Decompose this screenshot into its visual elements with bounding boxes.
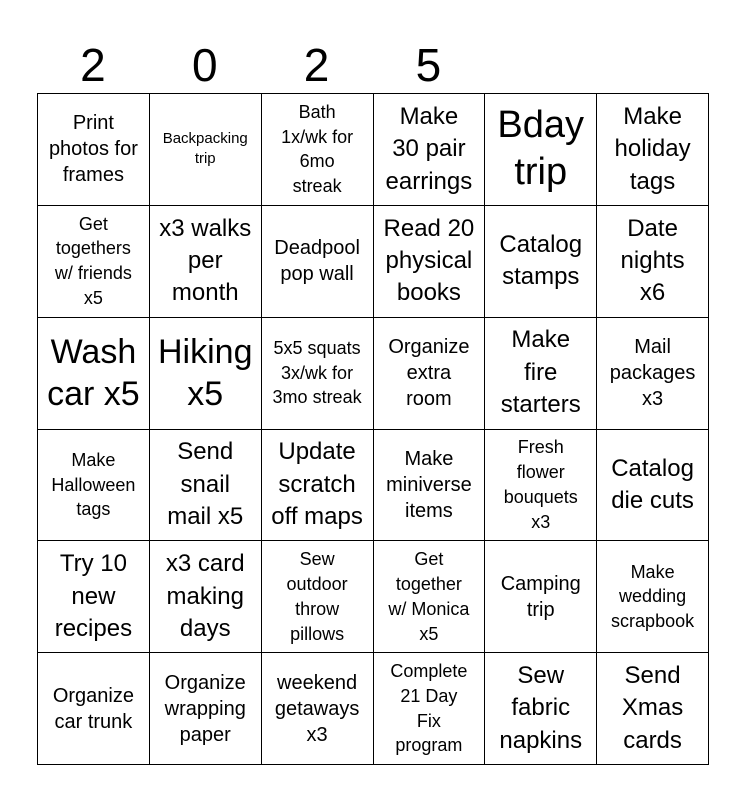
cell-text: Backpacking trip xyxy=(162,130,248,168)
bingo-cell[interactable] xyxy=(150,430,262,542)
bingo-cell[interactable] xyxy=(374,541,486,653)
bingo-cell[interactable] xyxy=(597,653,709,765)
bingo-cell[interactable] xyxy=(597,94,709,206)
bingo-cell[interactable] xyxy=(597,318,709,430)
cell-text: 5x5 squats 3x/wk for 3mo streak xyxy=(272,337,362,408)
cell-text: Update scratch off maps xyxy=(271,438,363,531)
bingo-cell[interactable] xyxy=(38,94,150,206)
bingo-cell[interactable] xyxy=(38,318,150,430)
bingo-cell[interactable] xyxy=(597,541,709,653)
cell-text: x3 walks per month xyxy=(159,214,252,307)
cell-text: Bath 1x/wk for 6mo streak xyxy=(281,101,354,197)
cell-text: Organize wrapping paper xyxy=(164,671,246,746)
cell-text: weekend getaways x3 xyxy=(274,671,360,746)
cell-text: Complete 21 Day Fix program xyxy=(390,660,468,756)
bingo-cell[interactable] xyxy=(485,653,597,765)
cell-text: Organize extra room xyxy=(388,336,470,411)
cell-text: Make Halloween tags xyxy=(51,449,136,520)
bingo-cell[interactable] xyxy=(485,318,597,430)
cell-text: Make miniverse items xyxy=(386,447,472,522)
title-digit: 2 xyxy=(80,39,106,91)
bingo-cell[interactable] xyxy=(485,94,597,206)
bingo-cell[interactable] xyxy=(374,94,486,206)
bingo-cell[interactable] xyxy=(262,430,374,542)
cell-text: Make wedding scrapbook xyxy=(611,561,695,632)
bingo-cell[interactable] xyxy=(38,206,150,318)
cell-text: Print photos for frames xyxy=(48,112,138,187)
cell-text: Deadpool pop wall xyxy=(274,237,360,286)
bingo-cell[interactable] xyxy=(374,430,486,542)
bingo-cell[interactable] xyxy=(38,541,150,653)
bingo-cell[interactable] xyxy=(262,653,374,765)
cell-text: Sew fabric napkins xyxy=(499,661,583,754)
cell-text: Make fire starters xyxy=(500,326,581,419)
bingo-cell[interactable] xyxy=(150,206,262,318)
cell-text: Mail packages x3 xyxy=(609,336,696,411)
cell-text: Make 30 pair earrings xyxy=(385,102,473,195)
bingo-title xyxy=(37,36,708,94)
cell-text: x3 card making days xyxy=(165,550,245,642)
bingo-cell[interactable] xyxy=(150,318,262,430)
bingo-cell[interactable] xyxy=(374,318,486,430)
cell-text: Send Xmas cards xyxy=(621,661,684,754)
bingo-cell[interactable] xyxy=(262,541,374,653)
cell-text: Try 10 new recipes xyxy=(54,550,133,642)
cell-text: Hiking x5 xyxy=(158,332,253,414)
title-digit: 5 xyxy=(415,39,442,91)
cell-text: Date nights x6 xyxy=(620,214,685,307)
bingo-cell[interactable] xyxy=(485,541,597,653)
bingo-cell[interactable] xyxy=(262,94,374,206)
bingo-cell[interactable] xyxy=(150,653,262,765)
bingo-cell[interactable] xyxy=(262,206,374,318)
cell-text: Organize car trunk xyxy=(52,684,134,733)
bingo-cell[interactable] xyxy=(374,653,486,765)
cell-text: Catalog die cuts xyxy=(611,454,694,514)
cell-text: Sew outdoor throw pillows xyxy=(286,549,348,644)
bingo-cell[interactable] xyxy=(262,318,374,430)
bingo-cell[interactable] xyxy=(485,430,597,542)
title-digit: 2 xyxy=(303,39,330,91)
bingo-cell[interactable] xyxy=(597,430,709,542)
cell-text: Wash car x5 xyxy=(47,332,140,414)
cell-text: Send snail mail x5 xyxy=(167,438,244,531)
cell-text: Catalog stamps xyxy=(499,230,583,291)
bingo-cell[interactable] xyxy=(150,94,262,206)
bingo-board xyxy=(37,93,709,765)
cell-text: Camping trip xyxy=(500,572,581,621)
cell-text: Bday trip xyxy=(497,103,585,194)
title-digit: 0 xyxy=(191,39,218,91)
cell-text: Read 20 physical books xyxy=(383,214,475,307)
bingo-cell[interactable] xyxy=(38,430,150,542)
bingo-cell[interactable] xyxy=(150,541,262,653)
bingo-cell[interactable] xyxy=(38,653,150,765)
bingo-cell[interactable] xyxy=(374,206,486,318)
cell-text: Get togethers w/ friends x5 xyxy=(54,213,132,309)
cell-text: Fresh flower bouquets x3 xyxy=(503,437,578,532)
bingo-cell[interactable] xyxy=(597,206,709,318)
cell-text: Get together w/ Monica x5 xyxy=(388,549,470,644)
bingo-cell[interactable] xyxy=(485,206,597,318)
cell-text: Make holiday tags xyxy=(614,102,691,195)
